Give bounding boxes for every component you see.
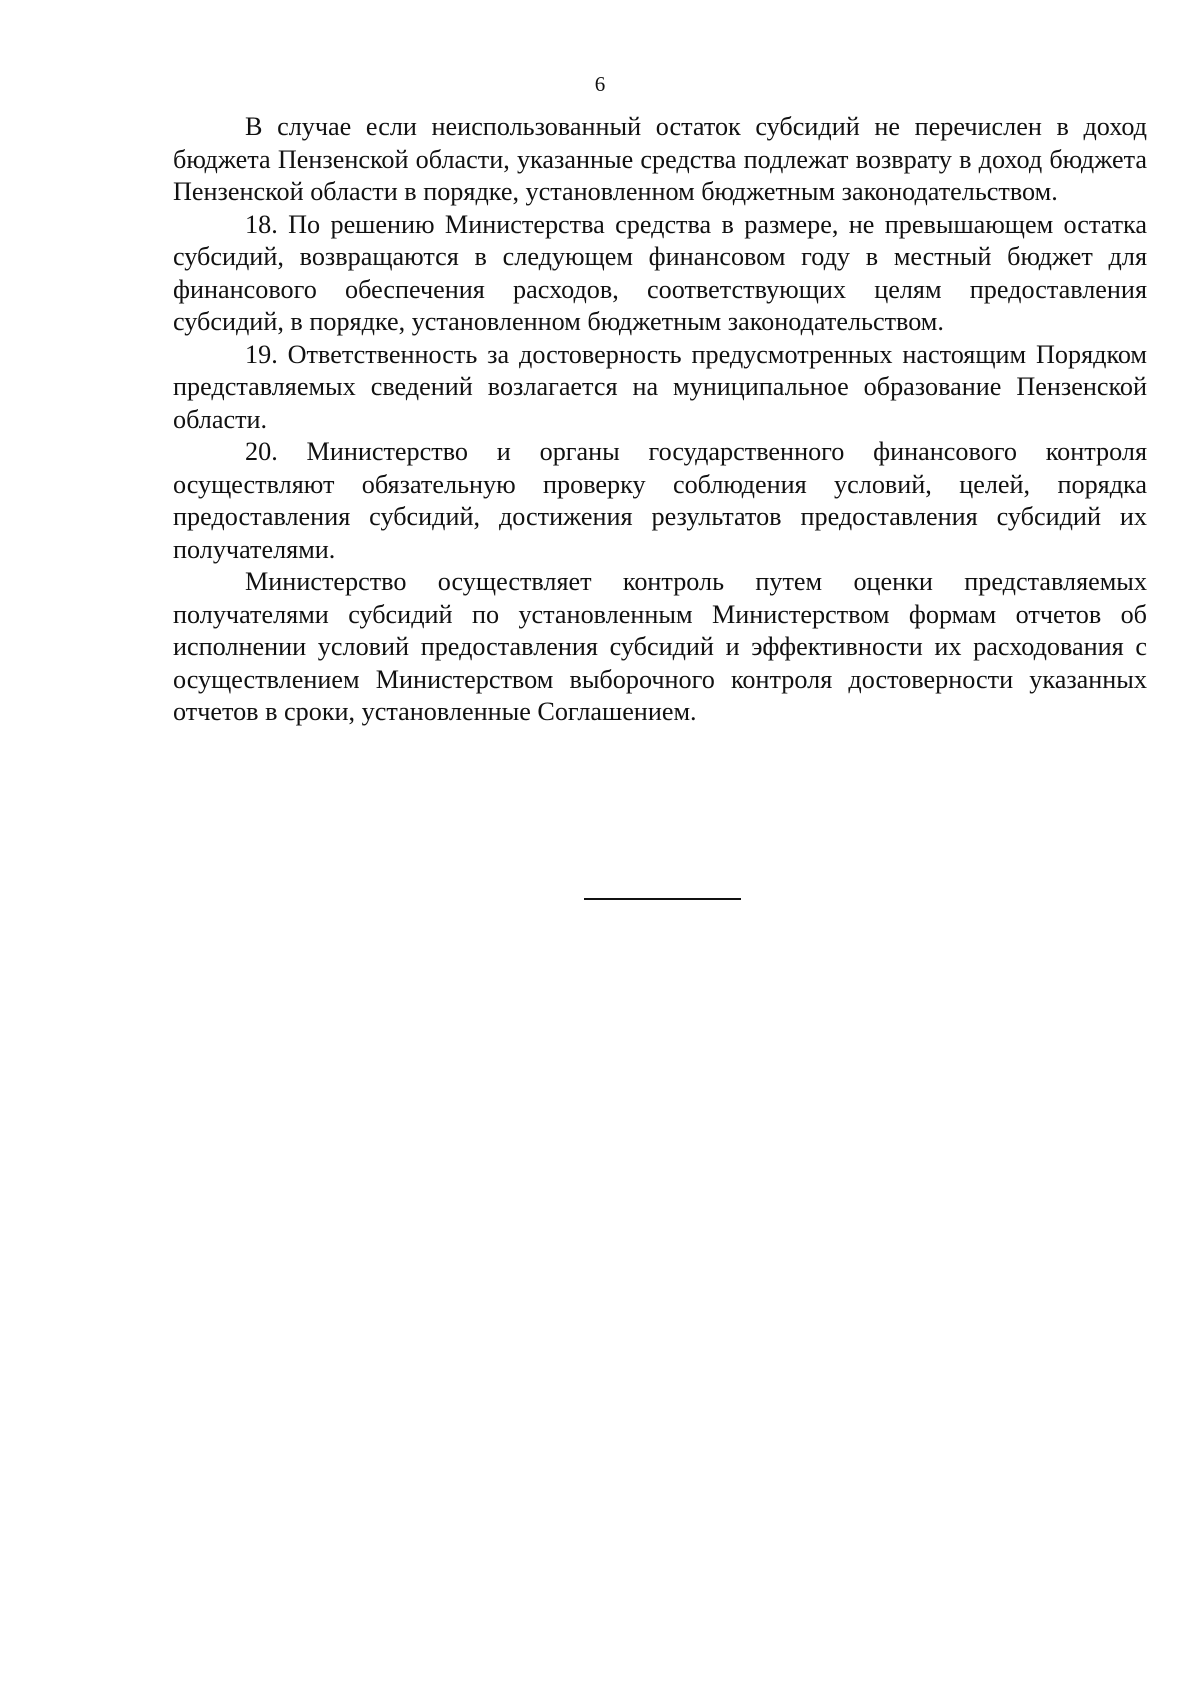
document-body <box>173 111 1147 729</box>
paragraph-19: 19. Ответственность за достоверность предусмотренных настоящим Порядком представляемых сведений возлагается на муниципальное образование Пензенской области. <box>173 339 1147 434</box>
paragraph-18: 18. По решению Министерства средства в размере, не превышающем остатка субсидий, возвращаются в следующем финансовом году в местный бюджет для финансового обеспечения расходов, соответствующих целям предоставления субсидий, в порядке, установленном бюджетным законодательством. <box>173 209 1147 336</box>
page-number: 6 <box>594 72 606 96</box>
paragraph-20: 20. Министерство и органы государственного финансового контроля осуществляют обязательную проверку соблюдения условий, целей, порядка предоставления субсидий, достижения результатов предоставления субсидий их получателями. <box>173 437 1147 564</box>
end-separator-line <box>584 898 741 900</box>
paragraph-unused-balance: В случае если неиспользованный остаток субсидий не перечислен в доход бюджета Пензенской области, указанные средства подлежат возврату в доход бюджета Пензенской области в порядке, установленном бюджетным законодательством. <box>173 112 1147 206</box>
paragraph-control: Министерство осуществляет контроль путем оценки представляемых получателями субсидий по установленным Министерством формам отчетов об исполнении условий предоставления субсидий и эффективности их расходования с осуществлением Министерством выборочного контроля достоверности указанных отчетов в сроки, установленные Соглашением. <box>173 567 1147 726</box>
